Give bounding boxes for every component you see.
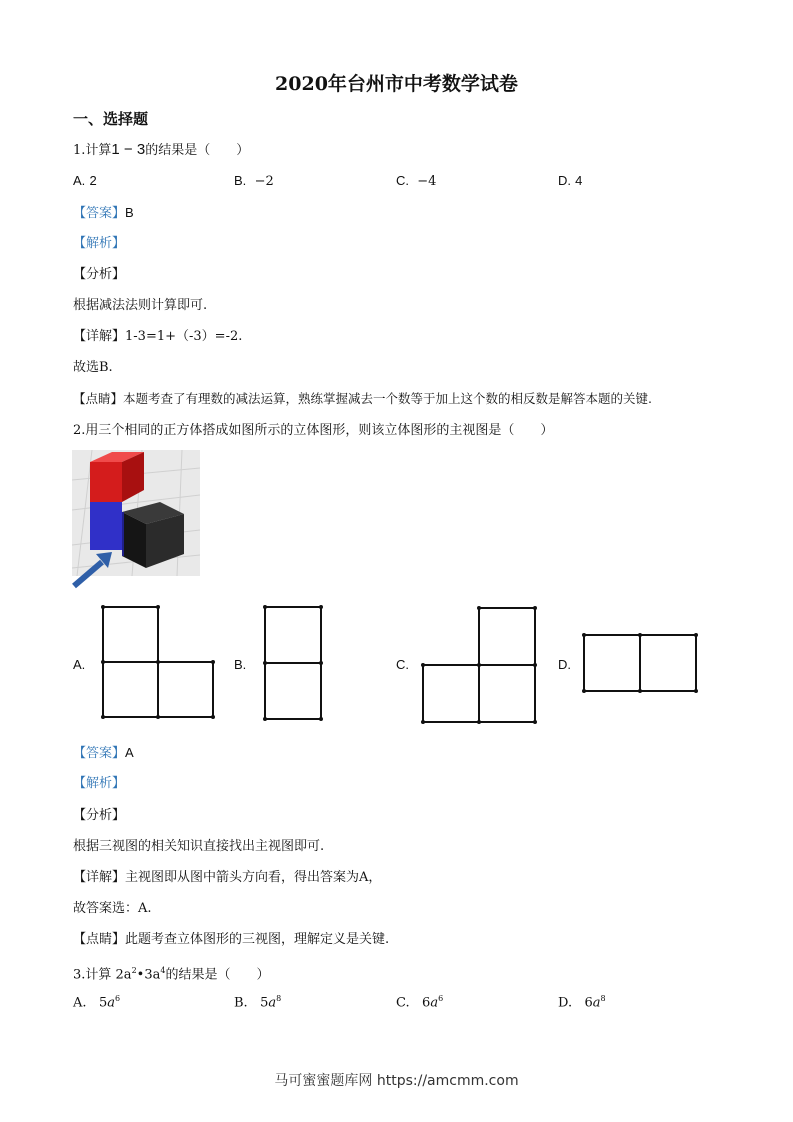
q3-option-d: D. $6a^8$ <box>558 994 606 1011</box>
q2-option-c-figure <box>418 604 540 726</box>
q2-xiangjie: 【详解】主视图即从图中箭头方向看，得出答案为A， <box>73 870 382 885</box>
q2-option-a-figure <box>98 603 216 721</box>
section-heading: 一、选择题 <box>73 110 149 128</box>
q1-jiexi-tag: 【解析】 <box>73 236 126 251</box>
q2-stem: 2.用三个相同的正方体搭成如图所示的立体图形，则该立体图形的主视图是（ ） <box>73 423 554 438</box>
q2-fenxi-tag: 【分析】 <box>73 808 126 823</box>
q1-stem: 1.计算1 − 3的结果是（ ） <box>73 141 250 158</box>
q3-option-b: B. $5a^8$ <box>234 994 282 1011</box>
q1-fenxi-text: 根据减法法则计算即可. <box>73 298 208 313</box>
q1-option-d: D. 4 <box>558 173 583 188</box>
q1-conclusion: 故选B. <box>73 360 113 375</box>
q1-fenxi-tag: 【分析】 <box>73 267 126 282</box>
q2-option-b-label: B. <box>234 657 247 672</box>
page-title: 2020年台州市中考数学试卷 <box>275 73 518 95</box>
q1-answer: 【答案】B <box>73 205 134 221</box>
q2-option-d-figure <box>580 630 700 696</box>
q3-option-a: A. $5a^6$ <box>73 994 121 1011</box>
q1-option-b: B. −2 <box>234 173 274 189</box>
q2-option-a-label: A. <box>73 657 86 672</box>
q3-option-c: C. $6a^6$ <box>396 994 444 1011</box>
q1-dianjing: 【点睛】本题考查了有理数的减法运算，熟练掌握减去一个数等于加上这个数的相反数是解答本题的关键. <box>73 391 652 406</box>
three-cubes-figure <box>72 450 200 589</box>
q2-answer: 【答案】A <box>73 745 134 761</box>
q1-option-a: A. 2 <box>73 173 97 188</box>
q2-jiexi-tag: 【解析】 <box>73 776 126 791</box>
footer-watermark: 马可蜜蜜题库网 https://amcmm.com <box>274 1073 519 1089</box>
q3-stem: 3.计算 $2a^2•3a^4$的结果是（ ） <box>73 966 270 983</box>
q2-option-b-figure <box>260 603 326 723</box>
q2-option-d-label: D. <box>558 657 571 672</box>
q2-fenxi-text: 根据三视图的相关知识直接找出主视图即可. <box>73 839 325 854</box>
q1-xiangjie: 【详解】1-3=1+（-3）=-2. <box>73 329 243 344</box>
q2-conclusion: 故答案选：A. <box>73 901 152 916</box>
q1-option-c: C. −4 <box>396 173 437 189</box>
q2-dianjing: 【点睛】此题考查立体图形的三视图，理解定义是关键. <box>73 932 390 947</box>
q2-option-c-label: C. <box>396 657 409 672</box>
